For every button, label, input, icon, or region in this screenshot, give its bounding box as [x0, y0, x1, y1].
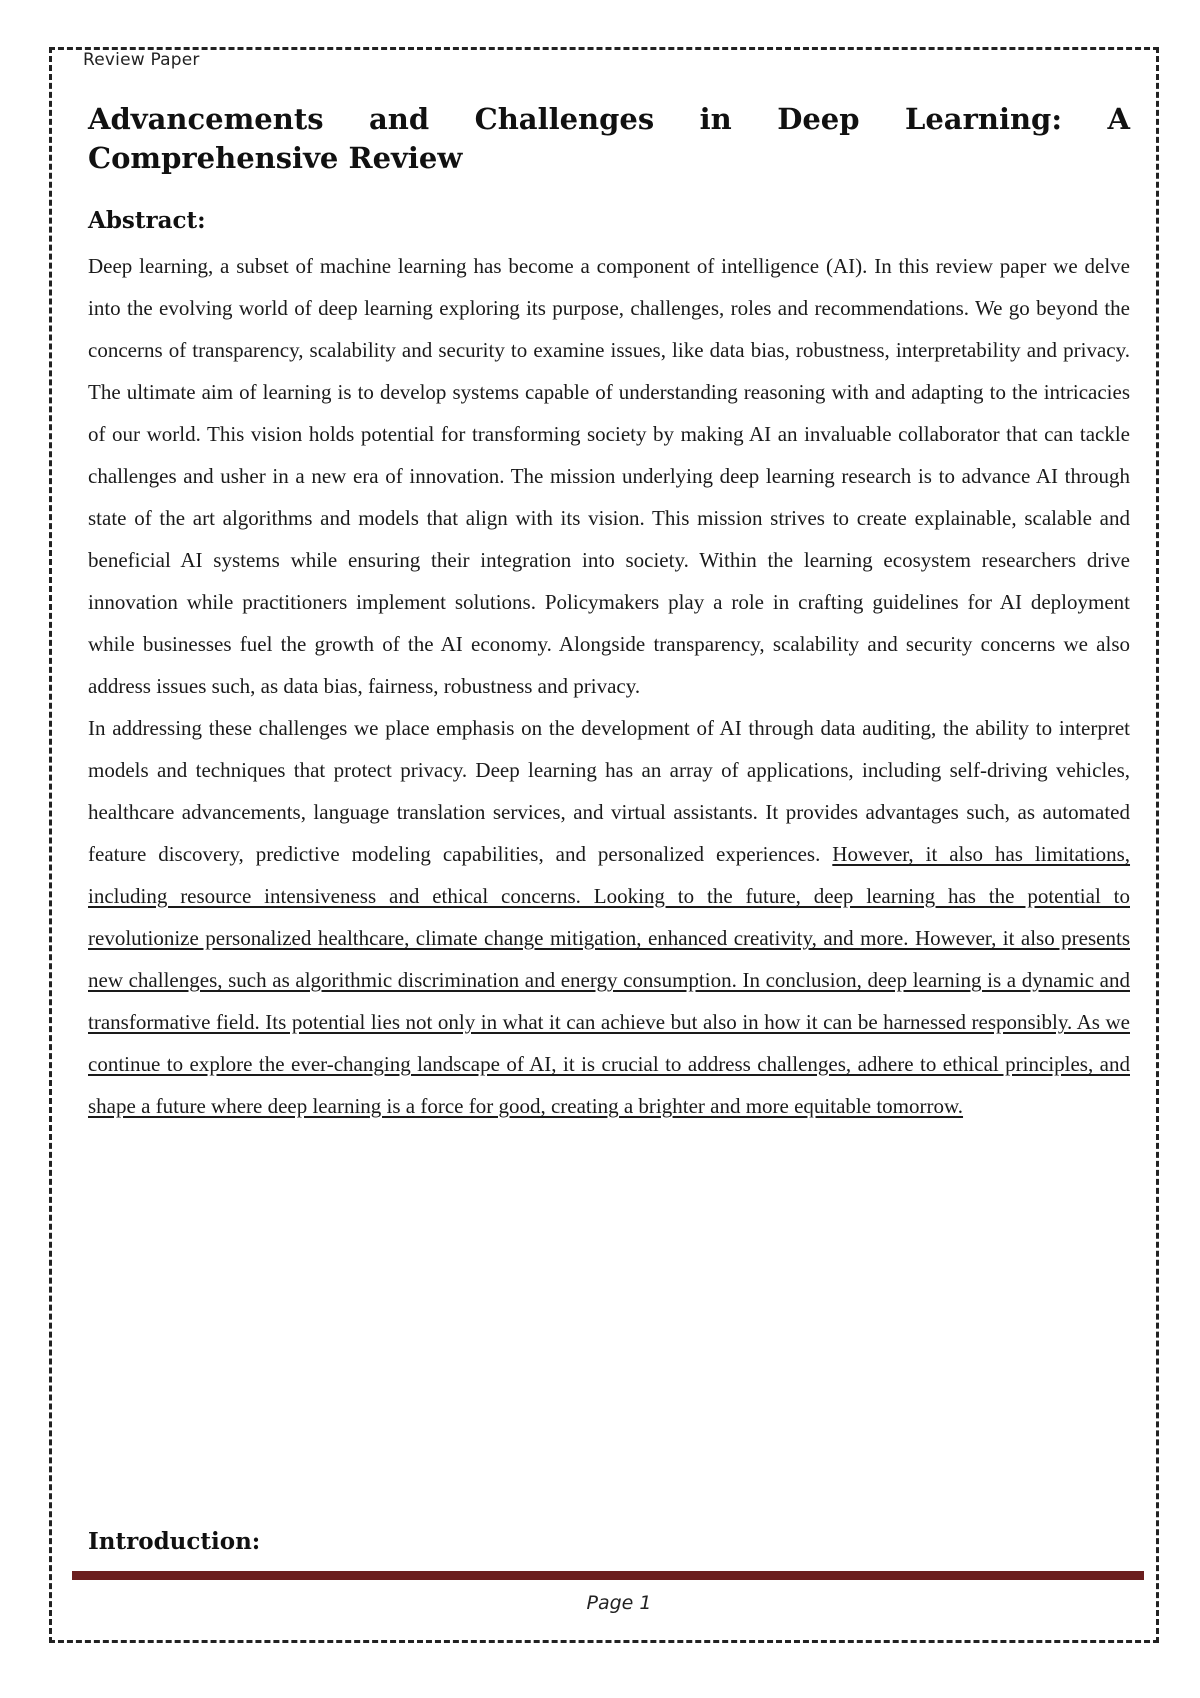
introduction-heading: Introduction:: [88, 1528, 261, 1555]
running-header: Review Paper: [83, 50, 200, 70]
paper-title: Advancements and Challenges in Deep Learning: A Comprehensive Review: [88, 102, 1130, 175]
page-content: [88, 100, 1130, 1127]
abstract-heading: Abstract:: [88, 207, 206, 234]
footer-rule: [72, 1571, 1144, 1580]
abstract-paragraph-2: [88, 707, 1130, 1127]
abstract-paragraph-2-underlined: However, it also has limitations, including resource intensiveness and ethical concerns. Looking to the future, deep learning has the potential to revolutionize personalized healthcare, climate change mitigation, enhanced creativity, and more. However, it also presents new challenges, such as algorithmic discrimination and energy consumption. In conclusion, deep learning is a dynamic and transformative field. Its potential lies not only in what it can achieve but also in how it can be harnessed responsibly. As we continue to explore the ever-changing landscape of AI, it is crucial to address challenges, adhere to ethical principles, and shape a future where deep learning is a force for good, creating a brighter and more equitable tomorrow.: [88, 842, 1131, 1118]
abstract-paragraph-1: Deep learning, a subset of machine learning has become a component of intelligence (AI). In this review paper we delve into the evolving world of deep learning exploring its purpose, challenges, roles and recommendations. We go beyond the concerns of transparency, scalability and security to examine issues, like data bias, robustness, interpretability and privacy. The ultimate aim of learning is to develop systems capable of understanding reasoning with and adapting to the intricacies of our world. This vision holds potential for transforming society by making AI an invaluable collaborator that can tackle challenges and usher in a new era of innovation. The mission underlying deep learning research is to advance AI through state of the art algorithms and models that align with its vision. This mission strives to create explainable, scalable and beneficial AI systems while ensuring their integration into society. Within the learning ecosystem researchers drive innovation while practitioners implement solutions. Policymakers play a role in crafting guidelines for AI deployment while businesses fuel the growth of the AI economy. Alongside transparency, scalability and security concerns we also address issues such, as data bias, fairness, robustness and privacy.: [88, 254, 1130, 698]
page-number: Page 1: [586, 1592, 652, 1614]
abstract-paragraph-2-plain: In addressing these challenges we place emphasis on the development of AI through data auditing, the ability to interpret models and techniques that protect privacy. Deep learning has an array of applications, including self-driving vehicles, healthcare advancements, language translation services, and virtual assistants. It provides advantages such, as automated feature discovery, predictive modeling capabilities, and personalized experiences.: [88, 716, 1130, 866]
